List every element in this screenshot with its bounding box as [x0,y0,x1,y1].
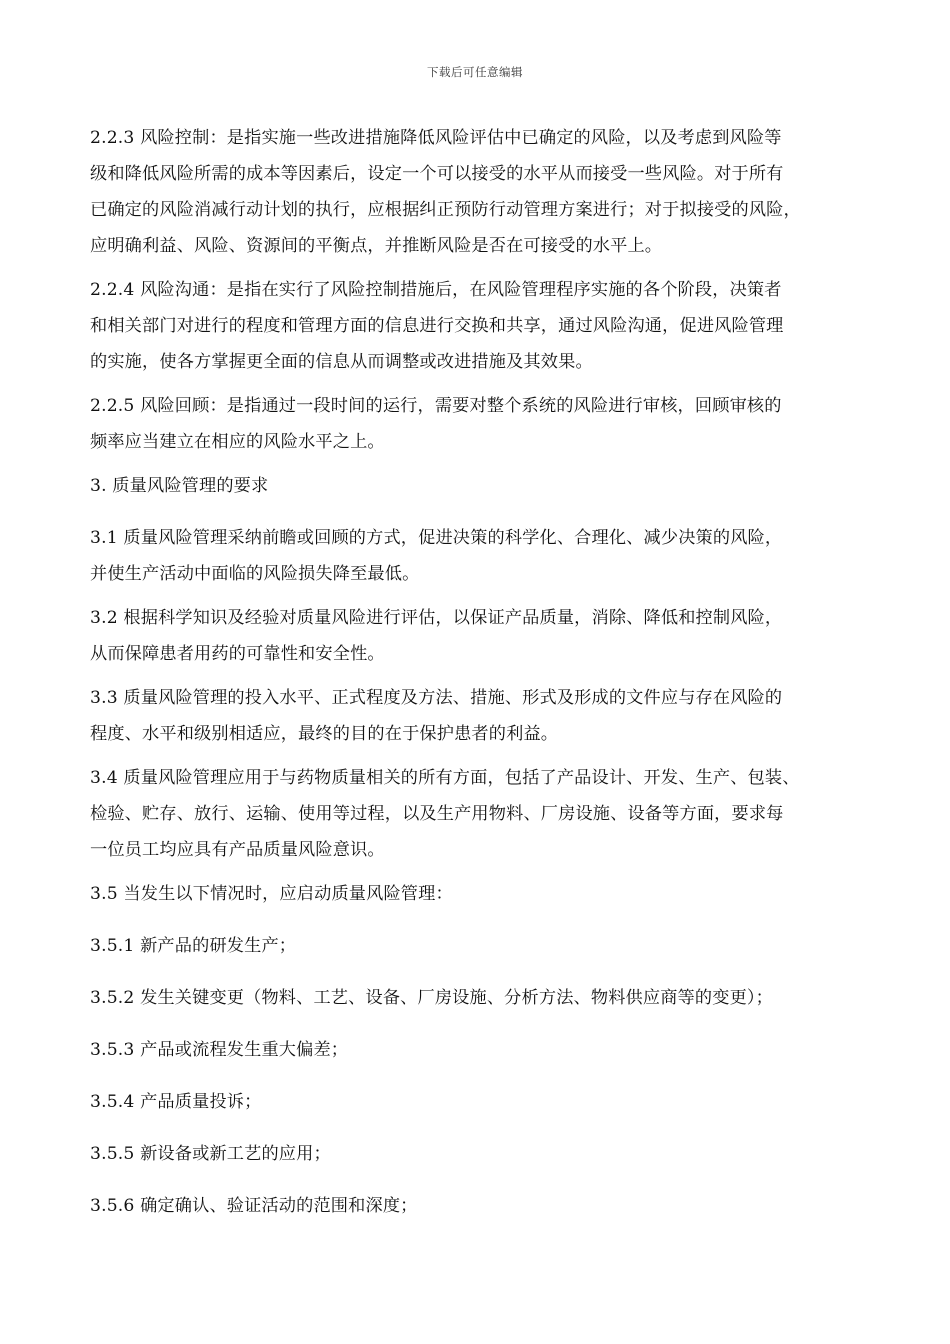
page-header: 下载后可任意编辑 [427,65,523,79]
text-line: 3. 质量风险管理的要求 [90,476,269,496]
text-line: 3.5.3 产品或流程发生重大偏差； [90,1040,349,1060]
text-line: 检验、贮存、放行、运输、使用等过程，以及生产用物料、厂房设施、设备等方面，要求每 [90,804,784,824]
paragraph-3-4 [90,760,870,868]
text-line: 3.3 质量风险管理的投入水平、正式程度及方法、措施、形式及形成的文件应与存在风险的 [90,688,783,708]
text-line: 级和降低风险所需的成本等因素后，设定一个可以接受的水平从而接受一些风险。对于所有 [90,164,784,184]
text-line: 3.2 根据科学知识及经验对质量风险进行评估，以保证产品质量，消除、降低和控制风险， [90,608,783,628]
text-line: 3.5.4 产品质量投诉； [90,1092,262,1112]
text-line: 和相关部门对进行的程度和管理方面的信息进行交换和共享，通过风险沟通，促进风险管理 [90,316,784,336]
text-line: 程度、水平和级别相适应，最终的目的在于保护患者的利益。 [90,724,559,744]
paragraph-2-2-5 [90,388,870,460]
text-line: 2.2.5 风险回顾：是指通过一段时间的运行，需要对整个系统的风险进行审核，回顾审核的 [90,396,782,416]
list-item-3-5-6 [90,1188,870,1224]
text-line: 已确定的风险消减行动计划的执行，应根据纠正预防行动管理方案进行；对于拟接受的风险， [90,200,801,220]
text-line: 从而保障患者用药的可靠性和安全性。 [90,644,385,664]
text-line: 2.2.3 风险控制：是指实施一些改进措施降低风险评估中已确定的风险，以及考虑到风险等 [90,128,782,148]
text-line: 3.5.5 新设备或新工艺的应用； [90,1144,331,1164]
text-line: 2.2.4 风险沟通：是指在实行了风险控制措施后，在风险管理程序实施的各个阶段，决策者 [90,280,782,300]
list-item-3-5-3 [90,1032,870,1068]
text-line: 频率应当建立在相应的风险水平之上。 [90,432,385,452]
text-line: 应明确利益、风险、资源间的平衡点，并推断风险是否在可接受的水平上。 [90,236,663,256]
document-body [90,120,870,1240]
text-line: 3.5 当发生以下情况时，应启动质量风险管理： [90,884,453,904]
text-line: 3.1 质量风险管理采纳前瞻或回顾的方式，促进决策的科学化、合理化、减少决策的风险， [90,528,783,548]
paragraph-2-2-3 [90,120,870,264]
section-heading-3 [90,468,870,504]
paragraph-3-3 [90,680,870,752]
paragraph-2-2-4 [90,272,870,380]
list-item-3-5-5 [90,1136,870,1172]
list-item-3-5-1 [90,928,870,964]
paragraph-3-1 [90,520,870,592]
paragraph-3-5 [90,876,870,912]
text-line: 的实施，使各方掌握更全面的信息从而调整或改进措施及其效果。 [90,352,593,372]
text-line: 并使生产活动中面临的风险损失降至最低。 [90,564,420,584]
text-line: 3.5.6 确定确认、验证活动的范围和深度； [90,1196,418,1216]
list-item-3-5-2 [90,980,870,1016]
list-item-3-5-4 [90,1084,870,1120]
paragraph-3-2 [90,600,870,672]
text-line: 3.4 质量风险管理应用于与药物质量相关的所有方面，包括了产品设计、开发、生产、包装、 [90,768,800,788]
text-line: 3.5.1 新产品的研发生产； [90,936,297,956]
text-line: 一位员工均应具有产品质量风险意识。 [90,840,385,860]
text-line: 3.5.2 发生关键变更（物料、工艺、设备、厂房设施、分析方法、物料供应商等的变更）； [90,988,773,1008]
